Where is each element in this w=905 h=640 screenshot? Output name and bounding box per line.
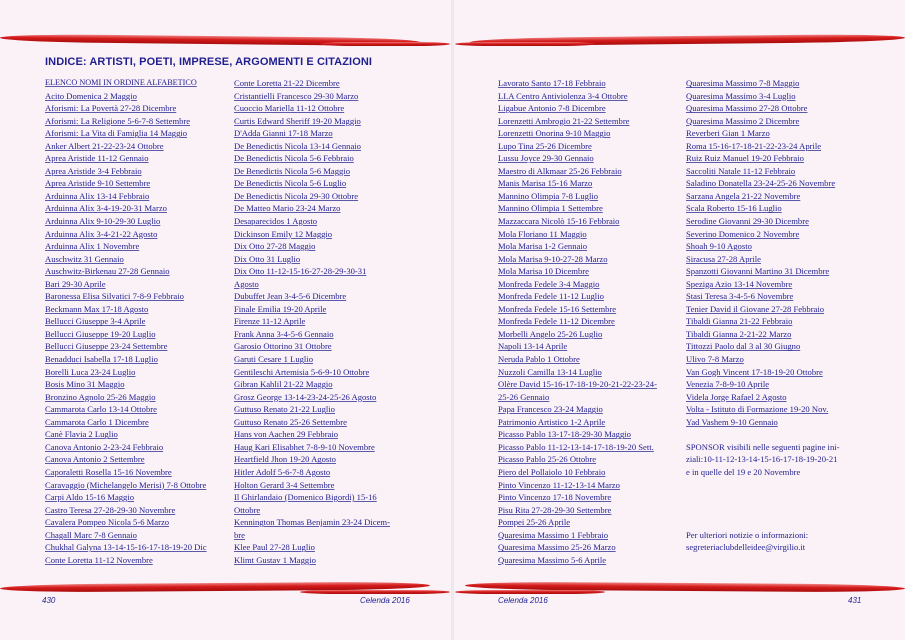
index-entry: Mola Marisa 9-10-27-28 Marzo: [498, 253, 608, 264]
index-entry: Cristantielli Francesco 29-30 Marzo: [234, 90, 359, 101]
index-entry: Baronessa Elisa Silvatici 7-8-9 Febbraio: [45, 291, 184, 302]
index-entry: Tibaldi Gianna 21-22 Febbraio: [686, 316, 793, 327]
index-entry: Cammarota Carlo 13-14 Ottobre: [45, 404, 157, 415]
blank-line: [686, 491, 840, 504]
index-entry: Patrimonio Artistico 1-2 Aprile: [498, 416, 606, 427]
left-page-title: Celenda 2016: [360, 596, 410, 605]
index-entry: Venezia 7-8-9-10 Aprile: [686, 379, 770, 390]
index-entry: Gentileschi Artemisia 5-6-9-10 Ottobre: [234, 366, 370, 377]
index-entry: Scala Roberto 15-16 Luglio: [686, 203, 782, 214]
index-entry: De Benedictis Nicola 5-6 Febbraio: [234, 153, 354, 164]
index-entry: e in quelle del 19 e 20 Novembre: [686, 466, 801, 477]
index-entry: Quaresima Massimo 2 Dicembre: [686, 115, 800, 126]
index-entry: Auschwitz 31 Gennaio: [45, 253, 124, 264]
blank-line: [686, 428, 840, 441]
index-entry: Haug Kari Elisabhet 7-8-9-10 Novembre: [234, 441, 375, 452]
index-entry: Cavalera Pompeo Nicola 5-6 Marzo: [45, 517, 170, 528]
index-entry: Guttuso Renato 25-26 Settembre: [234, 416, 347, 427]
index-entry: 25-26 Gennaio: [498, 391, 550, 402]
index-entry: Nuzzoli Camilla 13-14 Luglio: [498, 366, 602, 377]
index-entry: Klimt Gustav 1 Maggio: [234, 554, 316, 565]
index-entry: Mola Marisa 1-2 Gennaio: [498, 241, 588, 252]
index-entry: Frank Anna 3-4-5-6 Gennaio: [234, 328, 334, 339]
index-entry: Ligabue Antonio 7-8 Dicembre: [498, 103, 606, 114]
index-entry: Anker Albert 21-22-23-24 Ottobre: [45, 140, 164, 151]
top-ribbon-left-tail: [320, 42, 450, 46]
index-entry: Picasso Pablo 11-12-13-14-17-18-19-20 Sett.: [498, 441, 654, 452]
index-entry: Morbelli Angelo 25-26 Luglio: [498, 328, 603, 339]
index-entry: Curtis Edward Sheriff 19-20 Maggio: [234, 115, 361, 126]
index-entry: Dix Otto 31 Luglio: [234, 253, 301, 264]
index-entry: Caporaletti Rosella 15-16 Novembre: [45, 466, 172, 477]
index-entry: Garuti Cesare 1 Luglio: [234, 354, 313, 365]
index-entry: De Benedictis Nicola 13-14 Gennaio: [234, 140, 361, 151]
index-entry: Grosz George 13-14-23-24-25-26 Agosto: [234, 391, 377, 402]
index-entry: Canova Antonio 2 Settembre: [45, 454, 145, 465]
index-entry: Papa Francesco 23-24 Maggio: [498, 404, 603, 415]
index-entry: Tittozzi Paolo dal 3 al 30 Giugno: [686, 341, 801, 352]
index-entry: Arduinna Alix 13-14 Febbraio: [45, 190, 150, 201]
index-entry: Tenier David il Giovane 27-28 Febbraio: [686, 303, 825, 314]
index-entry: Pompei 25-26 Aprile: [498, 517, 571, 528]
index-entry: Monfreda Fedele 15-16 Settembre: [498, 303, 617, 314]
index-entry: Quaresima Massimo 3-4 Luglio: [686, 90, 796, 101]
index-entry: Aforismi: La Religione 5-6-7-8 Settembre: [45, 115, 191, 126]
index-entry: Volta - Istituto di Formazione 19-20 Nov.: [686, 404, 829, 415]
top-ribbon-right-tail: [455, 42, 595, 46]
index-entry: Desaparecidos 1 Agosto: [234, 216, 318, 227]
index-entry: Conte Loretta 11-12 Novembre: [45, 554, 153, 565]
index-entry: Speziga Azio 13-14 Novembre: [686, 278, 793, 289]
index-entry: Il Ghirlandaio (Domenico Bigordi) 15-16: [234, 492, 377, 503]
index-entry: Lupo Tina 25-26 Dicembre: [498, 140, 592, 151]
index-entry: Mazzaccara Nicolò 15-16 Febbraio: [498, 216, 620, 227]
index-entry: Saladino Donatella 23-24-25-26 Novembre: [686, 178, 836, 189]
index-entry: Neruda Pablo 1 Ottobre: [498, 354, 580, 365]
index-entry: Manis Marisa 15-16 Marzo: [498, 178, 593, 189]
index-entry: Benadduci Isabella 17-18 Luglio: [45, 354, 158, 365]
index-entry: Stasi Teresa 3-4-5-6 Novembre: [686, 291, 794, 302]
blank-line: [686, 504, 840, 517]
index-entry: Cammarota Carlo 1 Dicembre: [45, 416, 149, 427]
index-entry: D'Adda Gianni 17-18 Marzo: [234, 128, 333, 139]
index-entry: De Matteo Mario 23-24 Marzo: [234, 203, 341, 214]
index-entry: Acito Domenica 2 Maggio: [45, 90, 137, 101]
index-entry: Aprea Aristide 11-12 Gennaio: [45, 153, 149, 164]
index-entry: Siracusa 27-28 Aprile: [686, 253, 761, 264]
index-entry: Napoli 13-14 Aprile: [498, 341, 568, 352]
index-entry: Mola Floriano 11 Maggio: [498, 228, 587, 239]
index-entry: Picasso Pablo 25-26 Ottobre: [498, 454, 597, 465]
index-entry: Mannino Olimpia 1 Settembre: [498, 203, 603, 214]
index-entry: Hitler Adolf 5-6-7-8 Agosto: [234, 466, 331, 477]
index-entry: Shoah 9-10 Agosto: [686, 241, 752, 252]
index-entry: Ulivo 7-8 Marzo: [686, 354, 744, 365]
index-entry: Bronzino Agnolo 25-26 Maggio: [45, 391, 156, 402]
index-entry: Serodine Giovanni 29-30 Dicembre: [686, 216, 809, 227]
index-entry: Hans von Aachen 29 Febbraio: [234, 429, 339, 440]
index-entry: Piero del Pollaiolo 10 Febbraio: [498, 466, 606, 477]
index-entry: Quaresima Massimo 27-28 Ottobre: [686, 103, 808, 114]
index-entry: Aforismi: La Povertà 27-28 Dicembre: [45, 103, 177, 114]
index-entry: Videla Jorge Rafael 2 Agosto: [686, 391, 787, 402]
index-entry: Heartfield Jhon 19-20 Agosto: [234, 454, 336, 465]
index-entry: Holton Gerard 3-4 Settembre: [234, 479, 335, 490]
index-entry: Dix Otto 27-28 Maggio: [234, 241, 316, 252]
index-heading: INDICE: ARTISTI, POETI, IMPRESE, ARGOMENTI E CITAZIONI: [45, 56, 373, 68]
index-entry: Pisu Rita 27-28-29-30 Settembre: [498, 504, 612, 515]
index-entry: Aprea Aristide 9-10 Settembre: [45, 178, 151, 189]
right-page-number: 431: [848, 596, 862, 605]
right-page-title: Celenda 2016: [498, 596, 548, 605]
index-entry: Aprea Aristide 3-4 Febbraio: [45, 165, 142, 176]
blank-line: [686, 516, 840, 529]
index-entry: Lussu Joyce 29-30 Gennaio: [498, 153, 594, 164]
index-entry: Yad Vashem 9-10 Gennaio: [686, 416, 778, 427]
index-entry: Sarzana Angela 21-22 Novembre: [686, 190, 801, 201]
index-entry: Chukhal Galyna 13-14-15-16-17-18-19-20 Dic: [45, 542, 207, 553]
bottom-ribbon-left-tail: [300, 590, 450, 594]
index-entry: Roma 15-16-17-18-21-22-23-24 Aprile: [686, 140, 822, 151]
index-entry: Arduinna Alix 3-4-21-22 Agosto: [45, 228, 158, 239]
index-entry: Bari 29-30 Aprile: [45, 278, 106, 289]
index-entry: Arduinna Alix 3-4-19-20-31 Marzo: [45, 203, 167, 214]
index-entry: bre: [234, 529, 245, 540]
index-entry: Carpi Aldo 15-16 Maggio: [45, 492, 135, 503]
index-entry: Klee Paul 27-28 Luglio: [234, 542, 315, 553]
index-entry: SPONSOR visibili nelle seguenti pagine ini-: [686, 441, 840, 452]
index-entry: Ruiz Ruiz Manuel 19-20 Febbraio: [686, 153, 804, 164]
index-entry: Guttuso Renato 21-22 Luglio: [234, 404, 335, 415]
index-entry: ziali:10-11-12-13-14-15-16-17-18-19-20-21: [686, 454, 838, 465]
index-entry: Severino Domenico 2 Novembre: [686, 228, 800, 239]
index-entry: Canè Flavia 2 Luglio: [45, 429, 118, 440]
index-entry: Arduinna Alix 1 Novembre: [45, 241, 140, 252]
page-gutter: [451, 0, 454, 640]
index-entry: Kennington Thomas Benjamin 23-24 Dicem-: [234, 517, 390, 528]
index-entry: Spanzotti Giovanni Martino 31 Dicembre: [686, 266, 830, 277]
index-entry: Gibran Kahlil 21-22 Maggio: [234, 379, 333, 390]
left-page-number: 430: [42, 596, 56, 605]
bottom-ribbon-right-tail: [455, 590, 605, 594]
index-entry: De Benedictis Nicola 29-30 Ottobre: [234, 190, 359, 201]
index-entry: Quaresima Massimo 25-26 Marzo: [498, 542, 616, 553]
index-entry: Finale Emilia 19-20 Aprile: [234, 303, 327, 314]
index-entry: Chagall Marc 7-8 Gennaio: [45, 529, 137, 540]
index-entry: Borelli Luca 23-24 Luglio: [45, 366, 136, 377]
index-entry: Pinto Vincenzo 17-18 Novembre: [498, 492, 612, 503]
index-entry: Conte Loretta 21-22 Dicembre: [234, 78, 340, 88]
index-entry: Castro Teresa 27-28-29-30 Novembre: [45, 504, 176, 515]
index-entry: Bellucci Giuseppe 23-24 Settembre: [45, 341, 168, 352]
index-entry: Tibaldi Gianna 2-21-22 Marzo: [686, 328, 792, 339]
index-entry: Dubuffet Jean 3-4-5-6 Dicembre: [234, 291, 347, 302]
index-entry: Monfreda Fedele 11-12 Luglio: [498, 291, 604, 302]
index-entry: Saccoliti Natale 11-12 Febbraio: [686, 165, 796, 176]
index-entry: Maestro di Alkmaar 25-26 Febbraio: [498, 165, 622, 176]
index-entry: Caravaggio (Michelangelo Merisi) 7-8 Ottobre: [45, 479, 207, 490]
index-entry: Garosio Ottorino 31 Ottobre: [234, 341, 332, 352]
index-entry: Dix Otto 11-12-15-16-27-28-29-30-31: [234, 266, 367, 277]
index-entry: Bellucci Giuseppe 3-4 Aprile: [45, 316, 146, 327]
index-column-1: [45, 77, 207, 566]
index-entry: Picasso Pablo 13-17-18-29-30 Maggio: [498, 429, 631, 440]
index-entry: Pinto Vincenzo 11-12-13-14 Marzo: [498, 479, 620, 490]
index-entry: Ottobre: [234, 504, 261, 515]
index-entry: Van Gogh Vincent 17-18-19-20 Ottobre: [686, 366, 823, 377]
index-entry: Lavorato Santo 17-18 Febbraio: [498, 78, 606, 88]
index-entry: De Benedictis Nicola 5-6 Maggio: [234, 165, 350, 176]
index-entry: Bellucci Giuseppe 19-20 Luglio: [45, 328, 156, 339]
index-column-3: [498, 77, 657, 566]
index-entry: Reverberi Gian 1 Marzo: [686, 128, 770, 139]
index-entry: Per ulteriori notizie o informazioni:: [686, 529, 809, 540]
index-entry: Arduinna Alix 9-10-29-30 Luglio: [45, 216, 161, 227]
index-entry: De Benedictis Nicola 5-6 Luglio: [234, 178, 347, 189]
index-entry: Lorenzetti Onorina 9-10 Maggio: [498, 128, 611, 139]
blank-line: [686, 479, 840, 492]
index-entry: Monfreda Fedele 3-4 Maggio: [498, 278, 600, 289]
index-entry: Canova Antonio 2-23-24 Febbraio: [45, 441, 164, 452]
index-entry: LI.A Centro Antiviolenza 3-4 Ottobre: [498, 90, 628, 101]
index-entry: segreteriaclubdelleidee@virgilio.it: [686, 542, 806, 553]
index-entry: Cuoccio Mariella 11-12 Ottobre: [234, 103, 345, 114]
index-entry: Mannino Olimpia 7-8 Luglio: [498, 190, 599, 201]
index-entry: Olère David 15-16-17-18-19-20-21-22-23-24-: [498, 379, 657, 390]
index-entry: Aforismi: La Vita di Famiglia 14 Maggio: [45, 128, 188, 139]
index-entry: Monfreda Fedele 11-12 Dicembre: [498, 316, 615, 327]
index-entry: Auschwitz-Birkenau 27-28 Gennaio: [45, 266, 170, 277]
index-entry: Lorenzetti Ambrogio 21-22 Settembre: [498, 115, 630, 126]
index-column-2: [234, 77, 390, 566]
index-entry: Bosis Mino 31 Maggio: [45, 379, 125, 390]
index-entry: Mola Marisa 10 Dicembre: [498, 266, 589, 277]
index-entry: Agosto: [234, 278, 259, 289]
index-entry: Dickinson Emily 12 Maggio: [234, 228, 333, 239]
index-entry: Quaresima Massimo 7-8 Maggio: [686, 78, 800, 88]
index-entry: Firenze 11-12 Aprile: [234, 316, 306, 327]
index-column-4: [686, 77, 840, 554]
index-section-title: ELENCO NOMI IN ORDINE ALFABETICO: [45, 78, 197, 87]
index-entry: Quaresima Massimo 5-6 Aprile: [498, 554, 607, 565]
index-entry: Quaresima Massimo 1 Febbraio: [498, 529, 609, 540]
index-entry: Beckmann Max 17-18 Agosto: [45, 303, 149, 314]
